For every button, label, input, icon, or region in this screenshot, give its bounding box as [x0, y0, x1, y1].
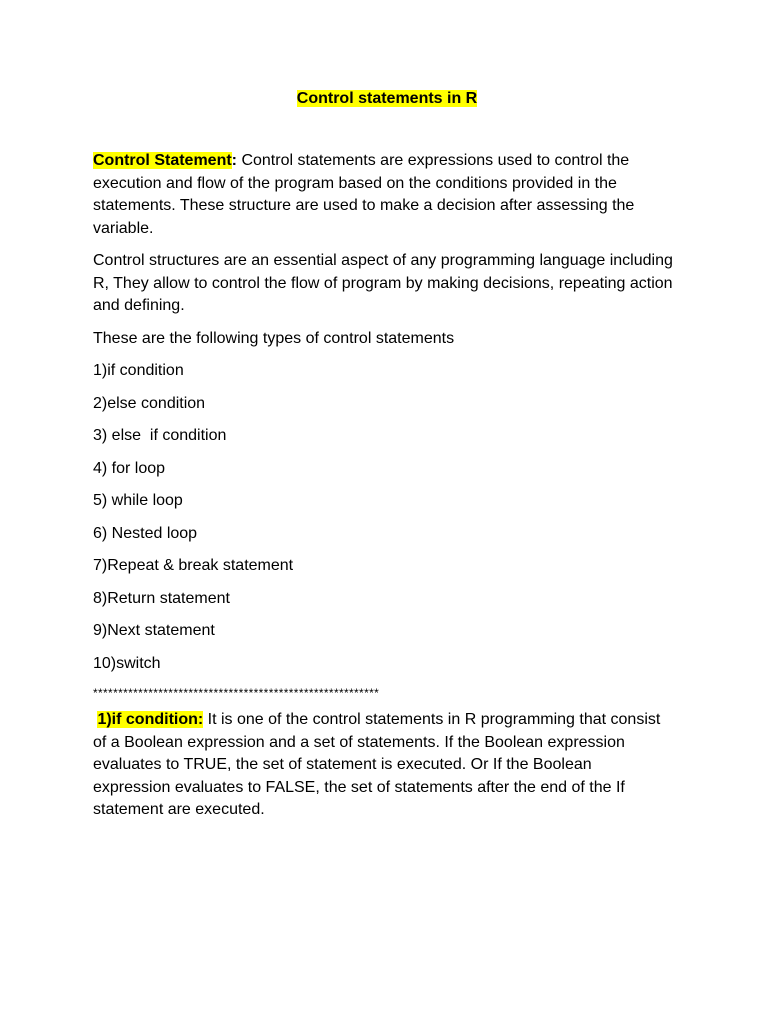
list-item: 7)Repeat & break statement: [93, 557, 294, 574]
section-if-condition-text: It is one of the control statements in R programming that consist of a Boolean expression and a set of statements. If the Boolean expression evaluates to TRUE, the set of statement is executed. Or If the Boolean expression evaluates to FALSE, the set of statements after the end of the If statement are executed.: [93, 711, 661, 818]
list-item: 10)switch: [93, 654, 161, 672]
list-item: 1)if condition: [93, 362, 184, 379]
intro-text: Control statements are expressions used to control the execution and flow of the program based on the conditions provided in the statements. These structure are used to make a decision after assessing the variable.: [93, 152, 635, 237]
paragraph-types-intro: These are the following types of control statements: [93, 329, 455, 347]
list-item: 2)else condition: [93, 394, 206, 412]
list-item: 4) for loop: [93, 459, 166, 477]
section-if-condition-heading: 1)if condition:: [97, 711, 204, 728]
document-title: [93, 88, 673, 110]
paragraph-control-structures: Control structures are an essential aspect of any programming language including R, They allow to control the flow of program by making decisions, repeating action and defining.: [93, 252, 673, 314]
list-item: 3) else if condition: [93, 427, 227, 444]
intro-paragraph: [93, 150, 673, 240]
list-item: 6) Nested loop: [93, 524, 198, 542]
separator: *********************************************************: [93, 686, 380, 700]
document-title-text: Control statements in R: [296, 90, 478, 107]
document-body: [93, 88, 673, 832]
list-item: 8)Return statement: [93, 589, 230, 607]
list-item: 5) while loop: [93, 492, 183, 509]
intro-colon: :: [231, 152, 237, 169]
list-item: 9)Next statement: [93, 622, 215, 639]
section-if-condition: [93, 709, 673, 822]
control-statement-types-list: [93, 360, 673, 675]
intro-term: Control Statement: [93, 152, 232, 169]
